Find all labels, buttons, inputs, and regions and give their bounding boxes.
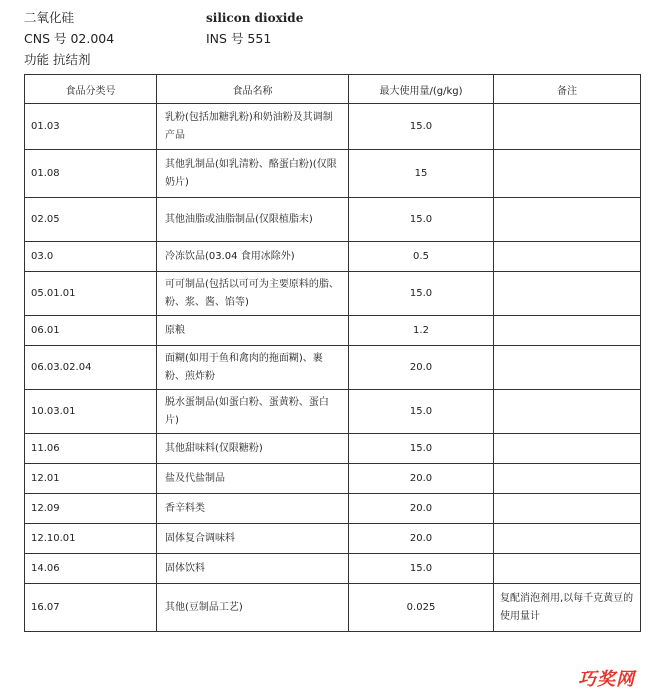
table-row bbox=[25, 198, 641, 242]
cell-food-code: 01.08 bbox=[25, 150, 157, 198]
additive-name-en: silicon dioxide bbox=[206, 11, 304, 25]
table-row bbox=[25, 150, 641, 198]
cell-note bbox=[494, 390, 641, 434]
cell-food-name: 可可制品(包括以可可为主要原料的脂、粉、浆、酱、馅等) bbox=[157, 272, 349, 316]
additive-function: 功能 抗结剂 bbox=[24, 52, 91, 67]
ins-number: INS 号 551 bbox=[206, 31, 272, 46]
cell-max-amount: 15.0 bbox=[349, 390, 494, 434]
cell-food-code: 11.06 bbox=[25, 434, 157, 464]
cell-food-name: 冷冻饮品(03.04 食用冰除外) bbox=[157, 242, 349, 272]
table-row bbox=[25, 316, 641, 346]
cell-max-amount: 20.0 bbox=[349, 464, 494, 494]
watermark-logo: 巧奖网 bbox=[578, 669, 635, 690]
cell-food-name: 固体饮料 bbox=[157, 554, 349, 584]
cell-max-amount: 20.0 bbox=[349, 494, 494, 524]
additive-name-cn: 二氧化硅 bbox=[24, 10, 75, 25]
cell-food-name: 面糊(如用于鱼和禽肉的拖面糊)、裹粉、煎炸粉 bbox=[157, 346, 349, 390]
cell-note bbox=[494, 242, 641, 272]
cell-food-name: 其他油脂或油脂制品(仅限植脂末) bbox=[157, 198, 349, 242]
cell-max-amount: 0.5 bbox=[349, 242, 494, 272]
table-row bbox=[25, 524, 641, 554]
column-header-name: 食品名称 bbox=[157, 75, 349, 104]
cell-note bbox=[494, 434, 641, 464]
cell-max-amount: 15.0 bbox=[349, 272, 494, 316]
cell-note bbox=[494, 464, 641, 494]
table-header-row bbox=[25, 75, 641, 104]
cns-number: CNS 号 02.004 bbox=[24, 31, 115, 46]
cell-max-amount: 15.0 bbox=[349, 104, 494, 150]
cell-food-code: 12.10.01 bbox=[25, 524, 157, 554]
cell-max-amount: 15 bbox=[349, 150, 494, 198]
cell-max-amount: 1.2 bbox=[349, 316, 494, 346]
table-row bbox=[25, 104, 641, 150]
table-row bbox=[25, 554, 641, 584]
cell-food-name: 香辛料类 bbox=[157, 494, 349, 524]
cell-max-amount: 15.0 bbox=[349, 554, 494, 584]
cell-food-code: 06.01 bbox=[25, 316, 157, 346]
cell-food-code: 12.09 bbox=[25, 494, 157, 524]
cell-note bbox=[494, 316, 641, 346]
cell-food-name: 其他(豆制品工艺) bbox=[157, 584, 349, 632]
cell-max-amount: 0.025 bbox=[349, 584, 494, 632]
table-row bbox=[25, 434, 641, 464]
table-row bbox=[25, 494, 641, 524]
cell-food-code: 10.03.01 bbox=[25, 390, 157, 434]
table-row bbox=[25, 272, 641, 316]
cell-note bbox=[494, 104, 641, 150]
cell-food-name: 其他甜味料(仅限糖粉) bbox=[157, 434, 349, 464]
cell-max-amount: 15.0 bbox=[349, 434, 494, 464]
cell-food-code: 06.03.02.04 bbox=[25, 346, 157, 390]
cell-note bbox=[494, 272, 641, 316]
cell-note bbox=[494, 524, 641, 554]
cell-food-name: 固体复合调味料 bbox=[157, 524, 349, 554]
cell-food-code: 14.06 bbox=[25, 554, 157, 584]
column-header-amount: 最大使用量/(g/kg) bbox=[349, 75, 494, 104]
cell-note bbox=[494, 346, 641, 390]
cell-food-code: 01.03 bbox=[25, 104, 157, 150]
cell-food-name: 原粮 bbox=[157, 316, 349, 346]
table-row bbox=[25, 390, 641, 434]
usage-table bbox=[24, 74, 641, 632]
table-row bbox=[25, 242, 641, 272]
cell-food-name: 盐及代盐制品 bbox=[157, 464, 349, 494]
cell-max-amount: 20.0 bbox=[349, 346, 494, 390]
cell-food-code: 05.01.01 bbox=[25, 272, 157, 316]
cell-food-code: 03.0 bbox=[25, 242, 157, 272]
cell-note bbox=[494, 150, 641, 198]
cell-max-amount: 15.0 bbox=[349, 198, 494, 242]
cell-food-code: 16.07 bbox=[25, 584, 157, 632]
cell-note bbox=[494, 554, 641, 584]
cell-food-name: 乳粉(包括加糖乳粉)和奶油粉及其调制产品 bbox=[157, 104, 349, 150]
column-header-code: 食品分类号 bbox=[25, 75, 157, 104]
column-header-note: 备注 bbox=[494, 75, 641, 104]
cell-food-name: 脱水蛋制品(如蛋白粉、蛋黄粉、蛋白片) bbox=[157, 390, 349, 434]
cell-note bbox=[494, 198, 641, 242]
cell-note: 复配消泡剂用,以每千克黄豆的使用量计 bbox=[494, 584, 641, 632]
cell-food-name: 其他乳制品(如乳清粉、酪蛋白粉)(仅限奶片) bbox=[157, 150, 349, 198]
cell-food-code: 12.01 bbox=[25, 464, 157, 494]
cell-max-amount: 20.0 bbox=[349, 524, 494, 554]
table-row bbox=[25, 346, 641, 390]
table-row bbox=[25, 584, 641, 632]
cell-food-code: 02.05 bbox=[25, 198, 157, 242]
table-row bbox=[25, 464, 641, 494]
cell-note bbox=[494, 494, 641, 524]
